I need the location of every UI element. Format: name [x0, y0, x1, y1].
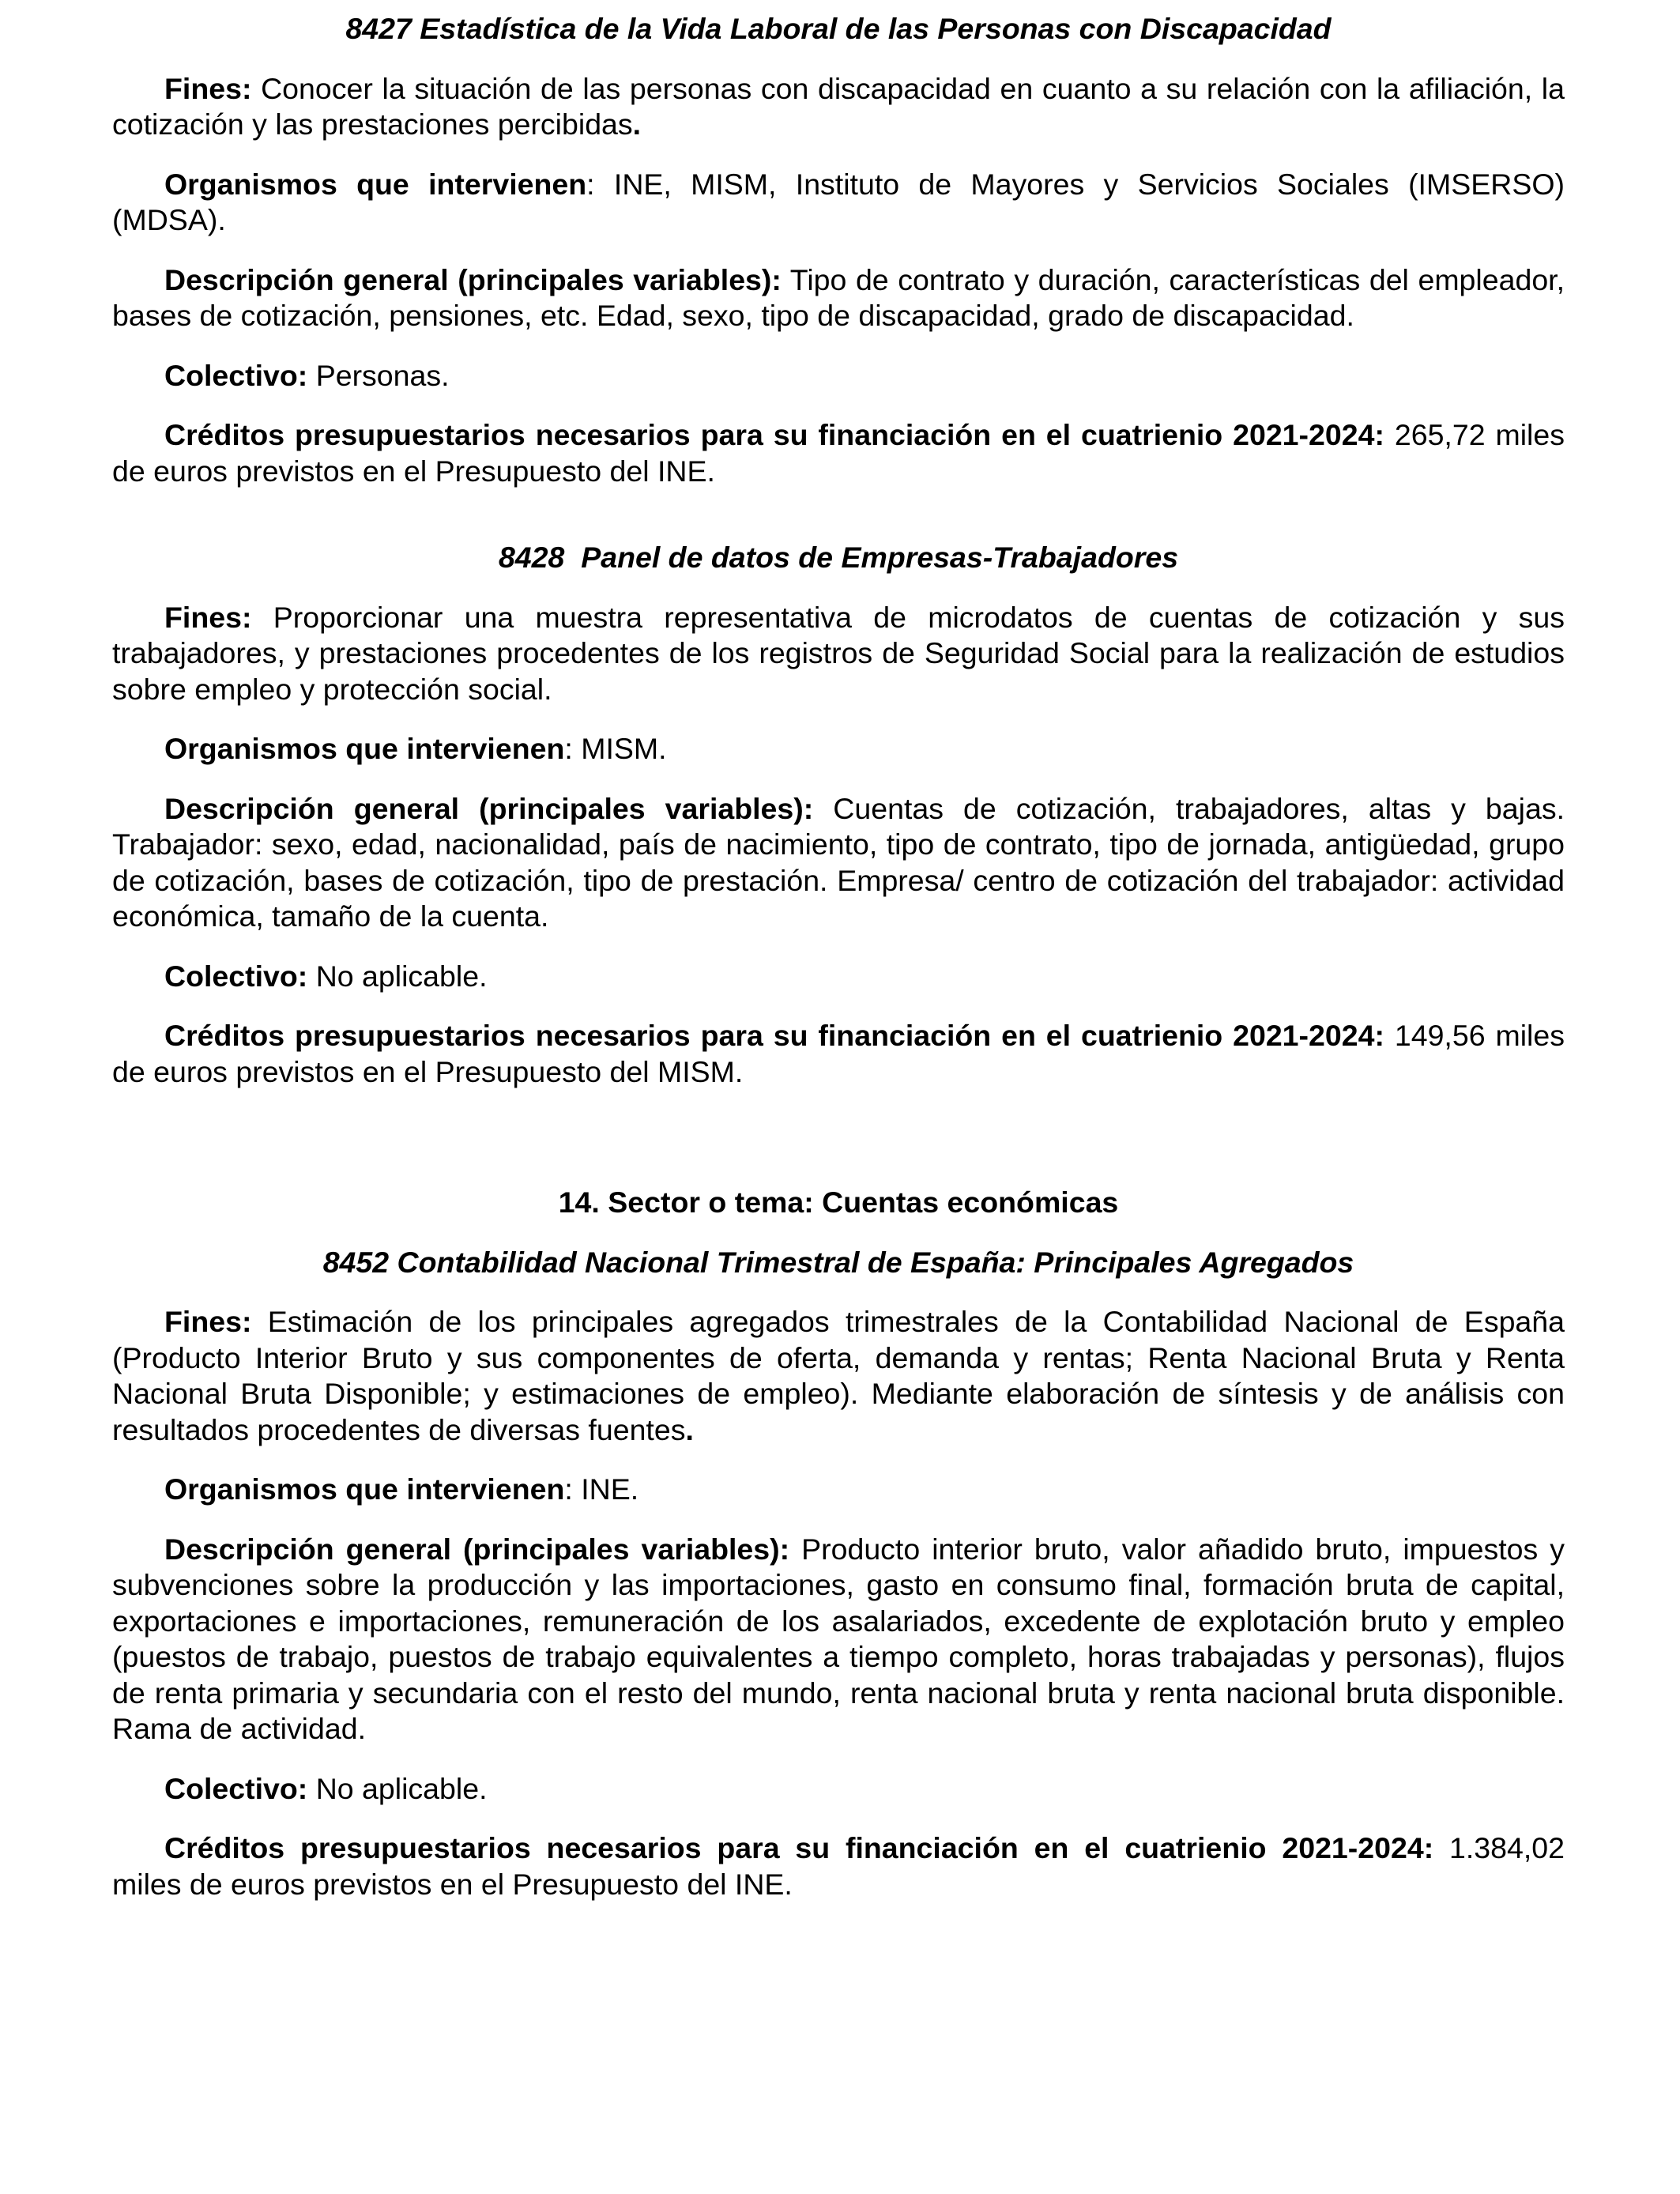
- field-label: Organismos que intervienen: [164, 167, 587, 201]
- field-text: : INE, MISM, Instituto de Mayores y Servicios Sociales (IMSERSO) (MDSA).: [112, 167, 1565, 236]
- field-label: Descripción general (principales variables):: [164, 262, 782, 296]
- colectivo-paragraph: [112, 1771, 1565, 1808]
- field-text: 265,72 miles de euros previstos en el Presupuesto del INE.: [112, 418, 1565, 488]
- descripcion-paragraph: [112, 1532, 1565, 1747]
- spacer: [112, 1114, 1565, 1185]
- field-text: Estimación de los principales agregados trimestrales de la Contabilidad Nacional de España (Producto Interior Bruto y sus componentes de oferta, demanda y rentas; Renta Nacional Bruta y Renta Nacional Bruta Disponible; y estimaciones de empleo). Mediante elaboración de síntesis y de análisis con resultados procedentes de diversas fuentes: [112, 1305, 1565, 1446]
- field-text: No aplicable.: [307, 959, 488, 993]
- descripcion-paragraph: [112, 791, 1565, 935]
- colectivo-paragraph: [112, 358, 1565, 394]
- field-label: Fines:: [164, 1305, 252, 1338]
- field-label: Colectivo:: [164, 959, 308, 993]
- field-text: Conocer la situación de las personas con discapacidad en cuanto a su relación con la afiliación, la cotización y las prestaciones percibidas: [112, 71, 1565, 141]
- field-text: Personas.: [307, 358, 450, 392]
- field-text: : MISM.: [564, 732, 667, 765]
- field-label: Créditos presupuestarios necesarios para su financiación en el cuatrienio 2021-2024:: [164, 1019, 1384, 1052]
- field-text: Proporcionar una muestra representativa de microdatos de cuentas de cotización y sus trabajadores, y prestaciones procedentes de los registros de Seguridad Social para la realización de estudios sobre empleo y protección social.: [112, 600, 1565, 706]
- field-text: 1.384,02 miles de euros previstos en el Presupuesto del INE.: [112, 1831, 1565, 1901]
- field-label: Descripción general (principales variables):: [164, 1532, 790, 1566]
- operation-title: 8427 Estadística de la Vida Laboral de las Personas con Discapacidad: [345, 12, 1332, 45]
- document-page: [112, 11, 1565, 1926]
- section-title: 14. Sector o tema: Cuentas económicas: [558, 1186, 1119, 1219]
- colectivo-paragraph: [112, 959, 1565, 995]
- operation-8428: [112, 540, 1565, 1090]
- field-label: Descripción general (principales variables):: [164, 791, 814, 825]
- field-text: : INE.: [564, 1472, 639, 1506]
- field-label: Colectivo:: [164, 1771, 308, 1805]
- operation-title: 8452 Contabilidad Nacional Trimestral de España: Principales Agregados: [322, 1245, 1354, 1279]
- fines-paragraph: [112, 1304, 1565, 1448]
- field-text: 149,56 miles de euros previstos en el Presupuesto del MISM.: [112, 1019, 1565, 1088]
- field-label: Fines:: [164, 71, 252, 105]
- field-tail: .: [632, 107, 642, 141]
- operation-8452: [112, 1185, 1565, 1902]
- creditos-paragraph: [112, 417, 1565, 489]
- fines-paragraph: [112, 600, 1565, 708]
- fines-paragraph: [112, 71, 1565, 143]
- field-label: Fines:: [164, 600, 252, 634]
- field-label: Créditos presupuestarios necesarios para su financiación en el cuatrienio 2021-2024:: [164, 1831, 1434, 1864]
- creditos-paragraph: [112, 1018, 1565, 1090]
- field-text: Cuentas de cotización, trabajadores, altas y bajas. Trabajador: sexo, edad, nacionalidad, país de nacimiento, tipo de contrato, tipo de jornada, antigüedad, grupo de cotización, bases de cotización, tipo de prestación. Empresa/ centro de cotización del trabajador: actividad económica, tamaño de la cuenta.: [112, 791, 1565, 933]
- creditos-paragraph: [112, 1830, 1565, 1902]
- operation-title: 8428 Panel de datos de Empresas-Trabajadores: [498, 541, 1179, 574]
- field-label: Organismos que intervienen: [164, 1472, 565, 1506]
- field-label: Organismos que intervienen: [164, 732, 565, 765]
- field-tail: .: [685, 1412, 694, 1446]
- descripcion-paragraph: [112, 262, 1565, 334]
- organismos-paragraph: [112, 731, 1565, 767]
- field-text: No aplicable.: [307, 1771, 488, 1805]
- field-label: Créditos presupuestarios necesarios para su financiación en el cuatrienio 2021-2024:: [164, 418, 1384, 451]
- field-text: Tipo de contrato y duración, características del empleador, bases de cotización, pensiones, etc. Edad, sexo, tipo de discapacidad, grado de discapacidad.: [112, 262, 1565, 332]
- organismos-paragraph: [112, 167, 1565, 239]
- spacer: [112, 513, 1565, 540]
- organismos-paragraph: [112, 1472, 1565, 1508]
- operation-8427: [112, 11, 1565, 489]
- field-text: Producto interior bruto, valor añadido bruto, impuestos y subvenciones sobre la producción y las importaciones, gasto en consumo final, formación bruta de capital, exportaciones e importaciones, remuneración de los asalariados, excedente de explotación bruto y empleo (puestos de trabajo, puestos de trabajo equivalentes a tiempo completo, horas trabajadas y personas), flujos de renta primaria y secundaria con el resto del mundo, renta nacional bruta y renta nacional bruta disponible. Rama de actividad.: [112, 1532, 1565, 1745]
- field-label: Colectivo:: [164, 358, 308, 392]
